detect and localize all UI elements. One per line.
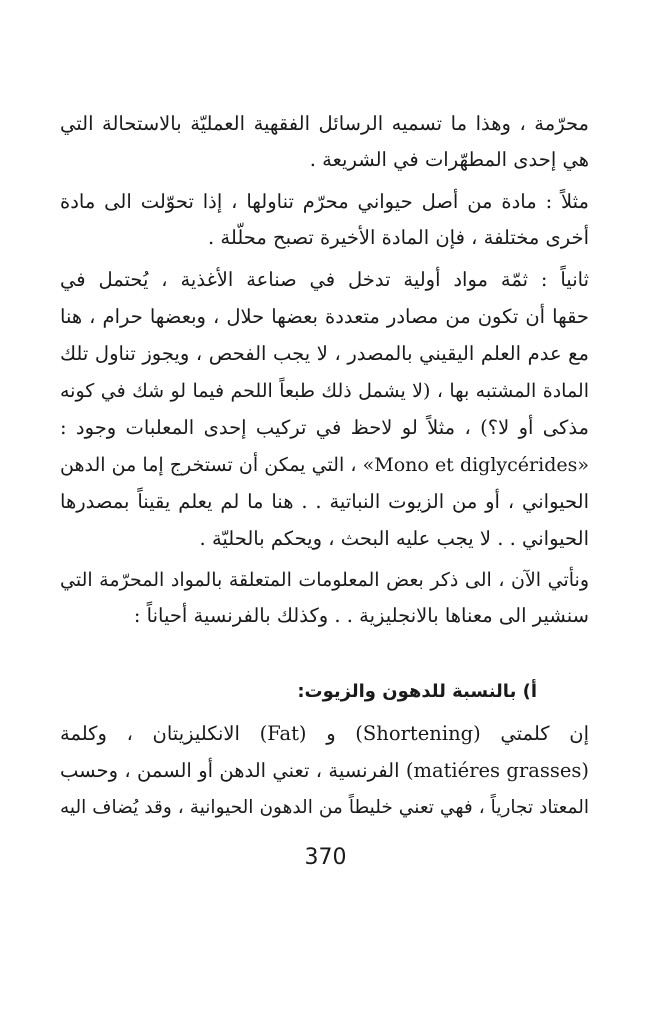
paragraph-3-line-1: ثانياً : ثمّة مواد أولية تدخل في صناعة الأغذية ، يُحتمل في (60, 268, 589, 291)
section-line-3: المعتاد تجارياً ، فهي تعني خليطاً من الدهون الحيوانية ، وقد يُضاف اليه (60, 797, 589, 818)
paragraph-3-line-2: حقها أن تكون من مصادر متعددة بعضها حلال ، وبعضها حرام ، هنا (60, 305, 589, 328)
paragraph-4-line-2: سنشير الى معناها بالانجليزية . . وكذلك بالفرنسية أحياناً : (133, 604, 589, 627)
section-heading: أ) بالنسبة للدهون والزيوت: (297, 681, 537, 702)
paragraph-3-line-8: الحيواني . . لا يجب عليه البحث ، ويحكم بالحليّة . (199, 527, 589, 550)
paragraph-2-line-2: أخرى مختلفة ، فإن المادة الأخيرة تصبح محلّلة . (208, 226, 589, 249)
paragraph-1-line-1: محرّمة ، وهذا ما تسميه الرسائل الفقهية العمليّة بالاستحالة التي (60, 112, 589, 135)
paragraph-1-line-2: هي إحدى المطهّرات في الشريعة . (309, 148, 589, 171)
paragraph-2-line-1: مثلاً : مادة من أصل حيواني محرّم تناولها ، إذا تحوّلت الى مادة (60, 190, 589, 213)
paragraph-3-line-3: مع عدم العلم اليقيني بالمصدر ، لا يجب الفحص ، ويجوز تناول تلك (60, 342, 589, 365)
section-line-2: (matiéres grasses) الفرنسية ، تعني الدهن أو السمن ، وحسب (60, 759, 590, 782)
page-number: 370 (304, 845, 347, 870)
paragraph-3-line-6: «Mono et diglycérides» ، التي يمكن أن تستخرج إما من الدهن (60, 454, 589, 476)
paragraph-3-line-4: المادة المشتبه بها ، (لا يشمل ذلك طبعاً اللحم فيما لو شك في كونه (60, 380, 589, 402)
paragraph-4-line-1: ونأتي الآن ، الى ذكر بعض المعلومات المتعلقة بالمواد المحرّمة التي (60, 569, 589, 591)
paragraph-3-line-7: الحيواني ، أو من الزيوت النباتية . . هنا ما لم يعلم يقيناً بمصدرها (60, 490, 589, 513)
section-line-1: إن كلمتي (Shortening) و (Fat) الانكليزيتان ، وكلمة (60, 722, 589, 745)
paragraph-3-line-5: مذكى أو لا؟) ، مثلاً لو لاحظ في تركيب إحدى المعلبات وجود : (60, 416, 589, 439)
